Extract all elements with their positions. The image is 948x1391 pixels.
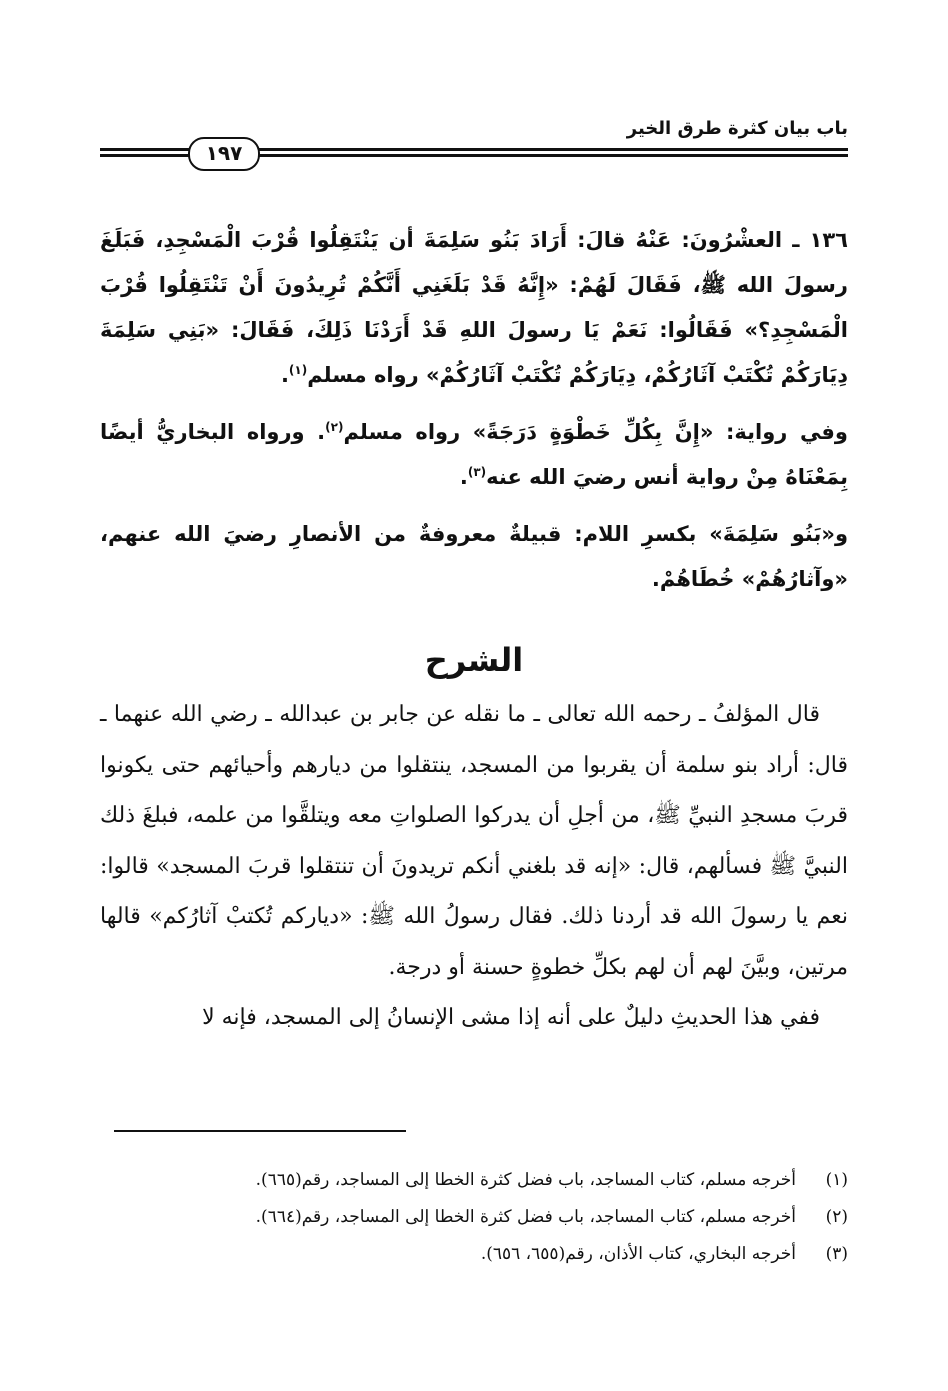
footnote-number: (٢) bbox=[825, 1207, 848, 1227]
footnote bbox=[100, 1162, 848, 1199]
footnote bbox=[100, 1236, 848, 1273]
footnote-ref: (٣) bbox=[467, 465, 487, 479]
footnotes bbox=[100, 1162, 848, 1273]
footnote-separator bbox=[114, 1130, 406, 1132]
footnote-text: أخرجه مسلم، كتاب المساجد، باب فضل كثرة الخطا إلى المساجد، رقم(٦٦٤). bbox=[255, 1207, 796, 1227]
footnote-ref: (١) bbox=[288, 363, 308, 377]
page-number: ١٩٧ bbox=[188, 137, 260, 171]
hadith-paragraph: وفي رواية: «إِنَّ بِكُلِّ خَطْوَةٍ دَرَجَةً» رواه مسلم$^{(٢)}$. ورواه البخاريُّ أيضًا بِمَعْنَاهُ مِنْ رواية أنس رضيَ الله عنه$^{(٣)}$. bbox=[100, 420, 848, 489]
running-header bbox=[100, 112, 848, 172]
footnote bbox=[100, 1199, 848, 1236]
commentary-paragraph: قال المؤلفُ ـ رحمه الله تعالى ـ ما نقله عن جابر بن عبدالله ـ رضي الله عنهما ـ قال: أراد بنو سلمة أن يقربوا من المسجد، ينتقلوا من ديارهم وأحيائهم حتى يكونوا قربَ مسجدِ النبيِّ ﷺ، من أجلِ أن يدركوا الصلواتِ معه ويتلقَّوا من علمه، فبلغَ ذلك النبيَّ ﷺ فسألهم، قال: «إنه قد بلغني أنكم تريدونَ أن تنتقلوا قربَ المسجد» قالوا: نعم يا رسولَ الله قد أردنا ذلك. فقال رسولُ الله ﷺ: «دياركم تُكتبْ آثارُكم» قالها مرتين، وبيَّنَ لهم أن لهم بكلِّ خطوةٍ حسنة أو درجة. bbox=[100, 702, 848, 980]
footnote-number: (١) bbox=[825, 1170, 848, 1190]
hadith-text bbox=[100, 218, 848, 614]
chapter-title: باب بيان كثرة طرق الخير bbox=[626, 118, 848, 139]
commentary-text bbox=[100, 690, 848, 1044]
footnote-text: أخرجه مسلم، كتاب المساجد، باب فضل كثرة الخطا إلى المساجد، رقم(٦٦٥). bbox=[255, 1170, 796, 1190]
section-heading: الشرح bbox=[424, 641, 524, 679]
hadith-paragraph: و«بَنُو سَلِمَةَ» بكسرِ اللام: قبيلةٌ معروفةٌ من الأنصارِ رضيَ الله عنهم، «وآثارُهُمْ» خُطَاهُمْ. bbox=[100, 522, 848, 591]
footnote-number: (٣) bbox=[825, 1244, 848, 1264]
footnote-ref: (٢) bbox=[325, 420, 344, 434]
commentary-paragraph: ففي هذا الحديثِ دليلٌ على أنه إذا مشى الإنسانُ إلى المسجد، فإنه لا bbox=[202, 1005, 820, 1030]
footnote-text: أخرجه البخاري، كتاب الأذان، رقم(٦٥٥، ٦٥٦). bbox=[480, 1244, 796, 1264]
hadith-paragraph: ١٣٦ ـ العشْرُونَ: عَنْهُ قالَ: أَرَادَ بَنُو سَلِمَةَ أن يَنْتَقِلُوا قُرْبَ الْمَسْجِدِ، فَبَلَغَ رسولَ الله ﷺ، فَقَالَ لَهُمْ: «إِنَّهُ قَدْ بَلَغَنِي أَنَّكُمْ تُرِيدُونَ أَنْ تَنْتَقِلُوا قُرْبَ الْمَسْجِدِ؟» فَقَالُوا: نَعَمْ يَا رسولَ اللهِ قَدْ أَرَدْنَا ذَلِكَ، فَقَالَ: «بَنِي سَلِمَةَ دِيَارَكُمْ تُكْتَبْ آثَارُكُمْ، دِيَارَكُمْ تُكْتَبْ آثَارُكُمْ» رواه مسلم$^{(١)}$. bbox=[100, 228, 848, 387]
